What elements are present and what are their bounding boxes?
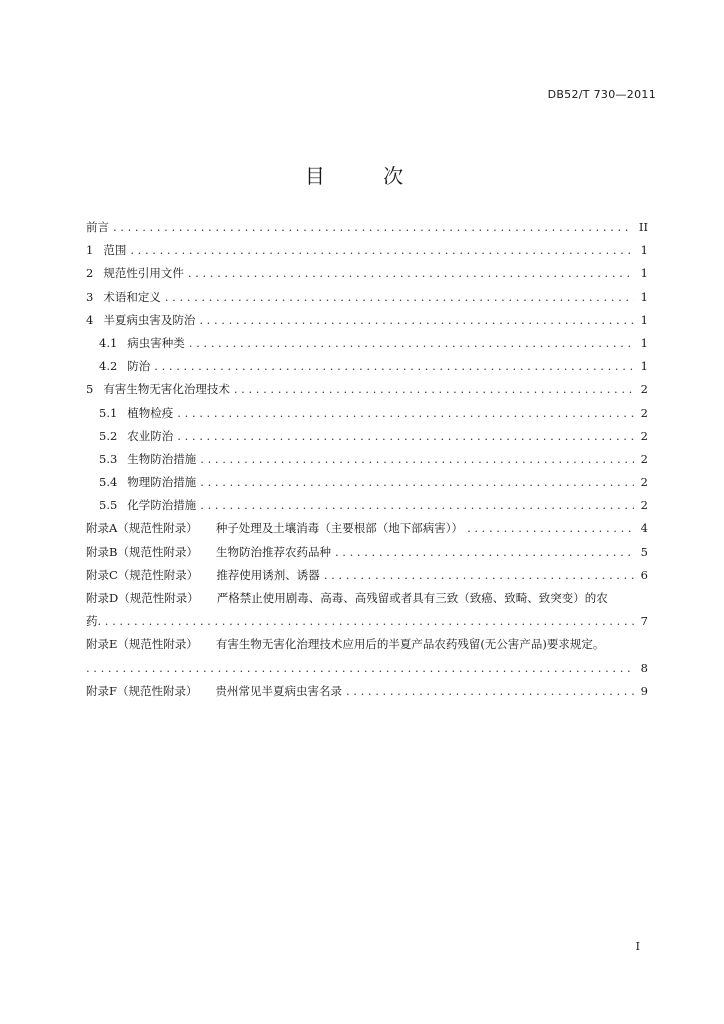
dot-leader: [324, 564, 634, 587]
dot-leader: [98, 610, 635, 633]
toc-entry-5-4[interactable]: [86, 471, 648, 494]
toc-entry-appendix-d[interactable]: [86, 587, 648, 610]
toc-entry-appendix-c[interactable]: [86, 564, 648, 587]
toc-title: 目 次: [304, 164, 430, 188]
table-of-contents: [86, 216, 648, 703]
toc-entry-page: 8: [640, 660, 648, 675]
toc-entry-page: 6: [640, 567, 648, 582]
toc-appendix-label: 附录B（规范性附录）: [86, 544, 198, 559]
toc-entry-appendix-e[interactable]: [86, 633, 648, 656]
toc-entry-label: 生物防治措施: [127, 451, 197, 466]
toc-entry-label: 种子处理及土壤消毒（主要根部（地下部病害））: [215, 521, 464, 536]
dot-leader: [188, 262, 634, 285]
toc-entry-2[interactable]: [86, 262, 648, 285]
dot-leader: [200, 471, 634, 494]
toc-entry-page: 2: [640, 451, 648, 466]
toc-entry-label: 防治: [127, 359, 151, 374]
toc-entry-number: 5.4: [99, 475, 118, 490]
toc-entry-page: 4: [640, 521, 648, 536]
toc-entry-page: 5: [640, 544, 648, 559]
toc-entry-label: 前言: [86, 220, 109, 234]
toc-entry-number: 5: [86, 382, 94, 397]
toc-entry-label: 农业防治: [127, 428, 174, 443]
toc-appendix-label: 附录D（规范性附录）: [86, 591, 199, 605]
toc-entry-appendix-f[interactable]: [86, 680, 648, 703]
dot-leader: [165, 286, 634, 309]
toc-entry-page: 2: [640, 405, 648, 420]
toc-entry-5-2[interactable]: [86, 425, 648, 448]
toc-entry-label: 范围: [103, 243, 127, 258]
dot-leader: [113, 216, 633, 239]
toc-entry-4-2[interactable]: [86, 355, 648, 378]
toc-entry-label: 有害生物无害化治理技术应用后的半夏产品农药残留(无公害产品)要求规定。: [215, 637, 605, 652]
toc-entry-page: 2: [640, 382, 648, 397]
dot-leader: [177, 425, 634, 448]
toc-entry-page: 7: [640, 614, 648, 629]
toc-entry-label: 病虫害种类: [127, 335, 185, 350]
toc-entry-4[interactable]: [86, 309, 648, 332]
toc-entry-label: 严格禁止使用剧毒、高毒、高残留或者具有三致（致癌、致畸、致突变）的农: [216, 591, 608, 605]
footer-page-number: I: [635, 940, 640, 953]
toc-entry-number: 4.2: [99, 359, 118, 374]
toc-entry-page: 1: [640, 359, 648, 374]
toc-entry-label: 推荐使用诱剂、诱器: [216, 567, 320, 582]
toc-entry-4-1[interactable]: [86, 332, 648, 355]
dot-leader: [154, 355, 634, 378]
toc-entry-label: 术语和定义: [103, 289, 161, 304]
dot-leader: [200, 494, 634, 517]
toc-entry-page: 1: [640, 289, 648, 304]
toc-entry-5[interactable]: [86, 378, 648, 401]
toc-entry-label: 化学防治措施: [127, 498, 197, 513]
document-code: DB52/T 730—2011: [547, 88, 656, 101]
dot-leader: [467, 517, 634, 540]
dot-leader: [86, 657, 634, 680]
toc-entry-page: 1: [640, 266, 648, 281]
toc-entry-page: 2: [640, 475, 648, 490]
dot-leader: [335, 541, 634, 564]
toc-entry-number: 5.3: [99, 451, 118, 466]
toc-appendix-label: 附录E（规范性附录）: [86, 637, 198, 652]
toc-entry-appendix-d-continued[interactable]: [86, 610, 648, 633]
dot-leader: [234, 378, 634, 401]
toc-appendix-label: 附录F（规范性附录）: [86, 683, 198, 698]
dot-leader: [346, 680, 634, 703]
dot-leader: [199, 309, 634, 332]
toc-entry-appendix-e-continued[interactable]: [86, 657, 648, 680]
toc-entry-number: 4: [86, 312, 94, 327]
toc-entry-number: 4.1: [99, 335, 118, 350]
dot-leader: [130, 239, 634, 262]
toc-entry-5-5[interactable]: [86, 494, 648, 517]
toc-entry-number: 5.1: [99, 405, 118, 420]
toc-entry-number: 5.2: [99, 428, 118, 443]
toc-entry-label: 贵州常见半夏病虫害名录: [215, 683, 342, 698]
toc-entry-number: 3: [86, 289, 94, 304]
toc-entry-page: II: [638, 220, 648, 234]
toc-entry-page: 9: [640, 683, 648, 698]
toc-entry-page: 1: [640, 243, 648, 258]
toc-entry-3[interactable]: [86, 286, 648, 309]
toc-entry-1[interactable]: [86, 239, 648, 262]
toc-entry-foreword[interactable]: [86, 216, 648, 239]
toc-entry-label: 物理防治措施: [127, 475, 197, 490]
dot-leader: [189, 332, 634, 355]
toc-entry-number: 2: [86, 266, 94, 281]
toc-entry-page: 1: [640, 312, 648, 327]
dot-leader: [177, 402, 634, 425]
toc-entry-page: 2: [640, 498, 648, 513]
toc-entry-appendix-a[interactable]: [86, 517, 648, 540]
toc-appendix-label: 附录A（规范性附录）: [86, 521, 198, 536]
toc-entry-number: 1: [86, 243, 94, 258]
dot-leader: [200, 448, 634, 471]
toc-entry-label: 植物检疫: [127, 405, 174, 420]
toc-appendix-label: 附录C（规范性附录）: [86, 567, 199, 582]
toc-entry-label: 规范性引用文件: [103, 266, 184, 281]
toc-entry-5-3[interactable]: [86, 448, 648, 471]
toc-entry-label: 生物防治推荐农药品种: [215, 544, 331, 559]
toc-entry-appendix-b[interactable]: [86, 541, 648, 564]
toc-entry-label: 有害生物无害化治理技术: [103, 382, 230, 397]
toc-entry-page: 2: [640, 428, 648, 443]
toc-entry-5-1[interactable]: [86, 402, 648, 425]
toc-entry-page: 1: [640, 335, 648, 350]
toc-entry-label: 半夏病虫害及防治: [103, 312, 196, 327]
toc-entry-number: 5.5: [99, 498, 118, 513]
toc-entry-label-continued: 药: [86, 614, 98, 629]
